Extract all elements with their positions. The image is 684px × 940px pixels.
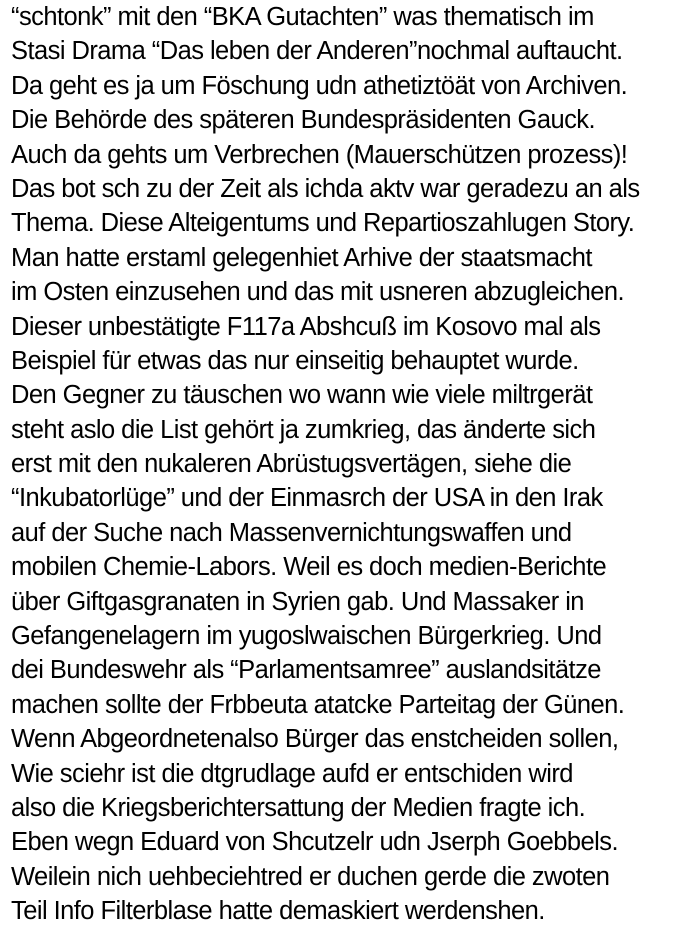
text-line: Die Behörde des späteren Bundespräsidenten Gauck. bbox=[11, 106, 596, 135]
text-line: machen sollte der Frbbeuta atatcke Parteitag der Günen. bbox=[11, 690, 625, 719]
text-line: über Giftgasgranaten in Syrien gab. Und Massaker in bbox=[11, 587, 584, 616]
text-line: Dieser unbestätigte F117a Abshcuß im Kosovo mal als bbox=[11, 312, 601, 341]
text-line: Eben wegn Eduard von Shcutzelr udn Jserph Goebbels. bbox=[11, 828, 619, 857]
text-line: steht aslo die List gehört ja zumkrieg, das änderte sich bbox=[11, 415, 596, 444]
text-line: Wie sciehr ist die dtgrudlage aufd er entschiden wird bbox=[11, 759, 573, 788]
text-line: Wenn Abgeordnetenalso Bürger das enstcheiden sollen, bbox=[11, 725, 619, 754]
text-line: dei Bundeswehr als “Parlamentsamree” auslandsitätze bbox=[11, 656, 601, 685]
text-line: Weilein nich uehbeciehtred er duchen gerde die zwoten bbox=[11, 862, 610, 891]
text-line: “schtonk” mit den “BKA Gutachten” was thematisch im bbox=[11, 3, 594, 31]
text-line: Thema. Diese Alteigentums und Repartioszahlugen Story. bbox=[11, 209, 635, 238]
text-line: Gefangenelagern im yugoslwaischen Bürgerkrieg. Und bbox=[11, 622, 602, 651]
text-line: Stasi Drama “Das leben der Anderen”nochmal auftaucht. bbox=[11, 37, 623, 66]
text-line: Man hatte erstaml gelegenhiet Arhive der staatsmacht bbox=[11, 243, 592, 272]
text-line: Den Gegner zu täuschen wo wann wie viele miltrgerät bbox=[11, 381, 593, 410]
text-line: Teil Info Filterblase hatte demaskiert werdenshen. bbox=[11, 897, 545, 926]
text-line: Beispiel für etwas das nur einseitig behauptet wurde. bbox=[11, 346, 579, 375]
body-text bbox=[11, 0, 681, 929]
text-line: “Inkubatorlüge” und der Einmasrch der USA in den Irak bbox=[11, 484, 603, 513]
text-line: Da geht es ja um Föschung udn athetiztöät von Archiven. bbox=[11, 71, 628, 100]
text-line: auf der Suche nach Massenvernichtungswaffen und bbox=[11, 518, 572, 547]
text-line: Auch da gehts um Verbrechen (Mauerschützen prozess)! bbox=[11, 140, 628, 169]
text-line: mobilen Chemie-Labors. Weil es doch medien-Berichte bbox=[11, 553, 607, 582]
text-line: also die Kriegsberichtersattung der Medien fragte ich. bbox=[11, 793, 586, 822]
text-line: im Osten einzusehen und das mit usneren abzugleichen. bbox=[11, 278, 624, 307]
text-line: erst mit den nukaleren Abrüstugsvertägen, siehe die bbox=[11, 450, 572, 479]
text-line: Das bot sch zu der Zeit als ichda aktv war geradezu an als bbox=[11, 174, 640, 203]
